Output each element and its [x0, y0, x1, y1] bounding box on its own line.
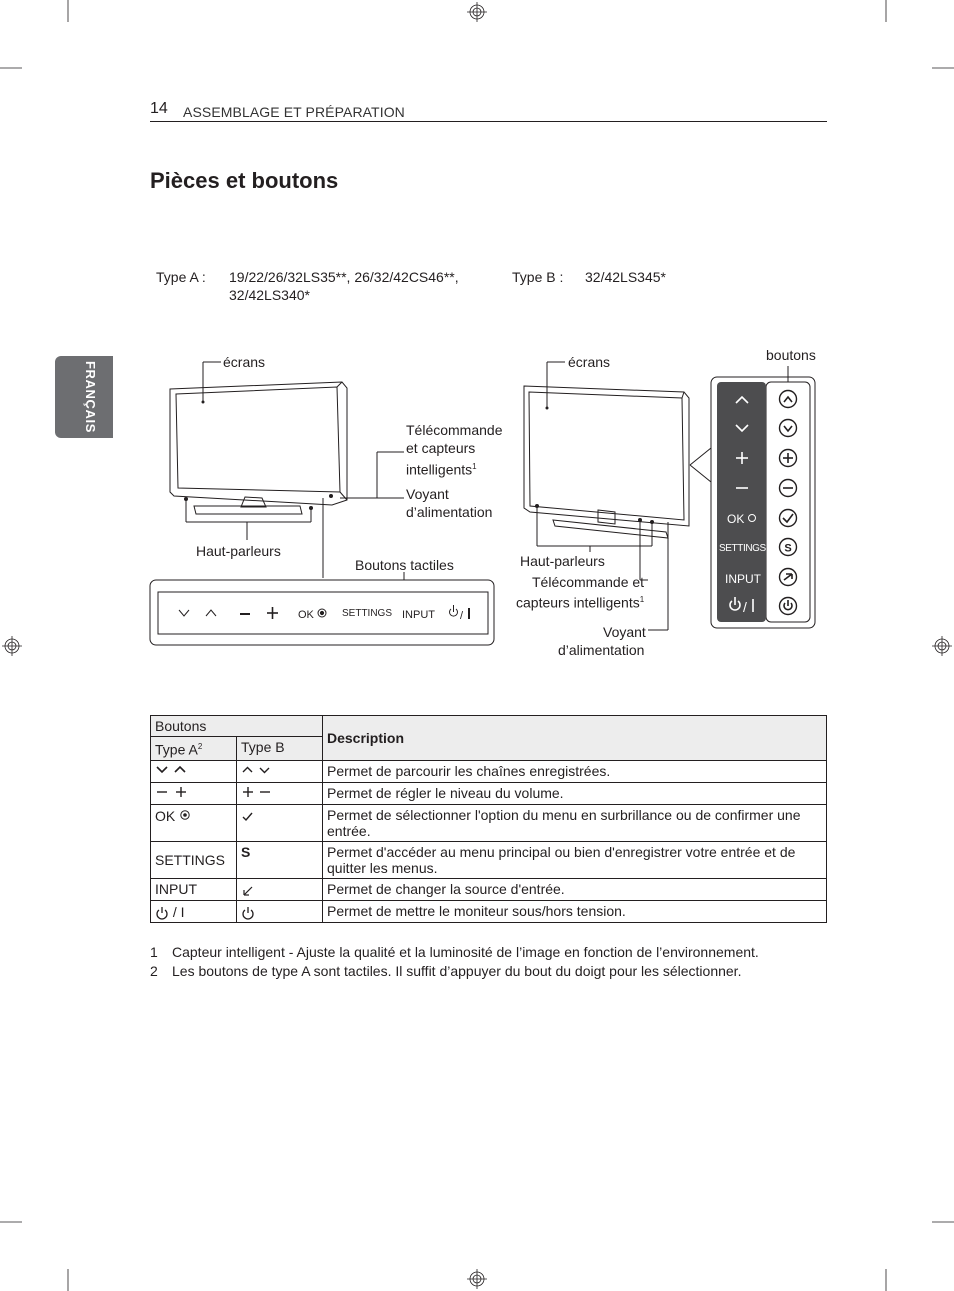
table-head-description: Description	[323, 716, 827, 761]
type-b-settings: S	[237, 841, 323, 878]
label-buttons-b: boutons	[766, 347, 816, 363]
strip-input-label: INPUT	[402, 609, 435, 621]
panel-settings-label: SETTINGS	[719, 543, 766, 554]
plus-minus-icon	[241, 785, 277, 799]
label-speakers-b: Haut-parleurs	[520, 553, 605, 569]
table-row-desc: Permet de parcourir les chaînes enregistrées.	[323, 760, 827, 782]
table-head-type-a: Type $A^2$	[151, 737, 237, 761]
table-row-desc: Permet de mettre le moniteur sous/hors tension.	[323, 900, 827, 922]
type-a-volume-icons	[151, 782, 237, 804]
ok-dot-icon	[179, 809, 193, 823]
table-row	[151, 878, 827, 900]
table-row	[151, 900, 827, 922]
page-title: Pièces et boutons	[150, 168, 339, 193]
table-head-buttons: Boutons	[151, 716, 323, 737]
table-row-desc: Permet de régler le niveau du volume.	[323, 782, 827, 804]
type-a-power: / I	[151, 900, 237, 922]
type-b-ok	[237, 804, 323, 841]
panel-ok-label: OK	[727, 512, 745, 526]
type-a-label: Type A :	[156, 269, 206, 285]
table-row	[151, 782, 827, 804]
input-arrow-icon	[241, 884, 255, 898]
strip-ok-label: OK	[298, 609, 314, 621]
table-head-type-b: Type B	[237, 737, 323, 761]
page-number: 14	[150, 100, 168, 117]
label-remote-sensor-b: Télécommande et	[532, 574, 645, 590]
type-a-channel-icons	[151, 760, 237, 782]
table-row	[151, 760, 827, 782]
section-title: ASSEMBLAGE ET PRÉPARATION	[183, 104, 405, 120]
panel-input-label: INPUT	[725, 572, 761, 586]
label-screen-b: écrans	[568, 354, 611, 370]
strip-settings-label: SETTINGS	[342, 608, 393, 619]
language-tab-label: FRANÇAIS	[83, 361, 98, 433]
type-a-settings: SETTINGS	[151, 841, 237, 878]
table-row-desc: Permet d'accéder au menu principal ou bien d'enregistrer votre entrée et de quitter les menus.	[323, 841, 827, 878]
label-remote-sensor-b-2: capteurs intelligents$^1$	[516, 594, 645, 611]
svg-text:/: /	[743, 599, 747, 615]
type-a-input: INPUT	[151, 878, 237, 900]
chevron-up-down-icon	[241, 763, 277, 777]
type-a-models-cont: 32/42LS340*	[229, 287, 310, 303]
label-remote-sensor-a-2: et capteurs	[406, 440, 476, 456]
type-b-models: 32/42LS345*	[585, 269, 666, 285]
type-a-models: 19/22/26/32LS35**, 26/32/42CS46**,	[229, 269, 459, 285]
type-b-volume-icons	[237, 782, 323, 804]
label-power-led-b-2: d’alimentation	[558, 642, 645, 658]
type-b-power	[237, 900, 323, 922]
svg-text:S: S	[784, 542, 792, 555]
table-row-desc: Permet de sélectionner l'option du menu en surbrillance ou de confirmer une entrée.	[323, 804, 827, 841]
chevron-down-up-icon	[155, 763, 191, 777]
label-touch-buttons: Boutons tactiles	[355, 557, 454, 573]
label-power-led-b: Voyant	[603, 624, 646, 640]
table-row	[151, 804, 827, 841]
label-remote-sensor-a: Télécommande	[406, 422, 503, 438]
table-row	[151, 841, 827, 878]
minus-plus-icon	[155, 785, 191, 799]
label-power-led-a: Voyant	[406, 486, 449, 502]
check-icon	[241, 810, 255, 824]
buttons-table	[150, 715, 827, 923]
label-screen-a: écrans	[223, 354, 266, 370]
label-speakers-a: Haut-parleurs	[196, 543, 281, 559]
type-a-ok: OK	[151, 804, 237, 841]
label-power-led-a-2: d’alimentation	[406, 504, 493, 520]
type-b-label: Type B :	[512, 269, 564, 285]
power-icon	[241, 906, 255, 920]
svg-text:/: /	[460, 610, 464, 622]
type-b-input	[237, 878, 323, 900]
label-remote-sensor-a-3: intelligents$^1$	[406, 461, 477, 478]
table-row-desc: Permet de changer la source d'entrée.	[323, 878, 827, 900]
type-b-channel-icons	[237, 760, 323, 782]
power-icon	[155, 906, 169, 920]
